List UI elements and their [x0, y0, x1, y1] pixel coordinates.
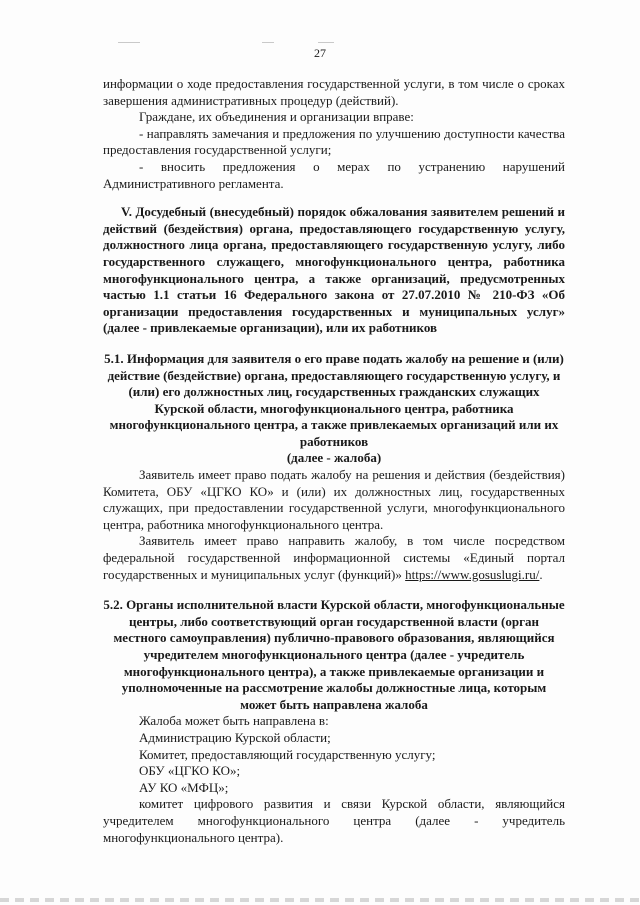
- page-number: 27: [314, 46, 326, 60]
- scan-artifact: [318, 42, 334, 43]
- scan-artifact: [118, 42, 140, 43]
- section-v-title: V. Досудебный (внесудебный) порядок обжалования заявителем решений и действий (бездействия) органа, предоставляющего государственную услугу, должностного лица органа, предоставляющего государственную услугу, либо государственного служащего, многофункционального центра, работника многофункционального центра, а также организаций, предусмотренных частью 1.1 статьи 16 Федерального закона от 27.07.2010 № 210-ФЗ «Об организации предоставления государственных и муниципальных услуг» (далее - привлекаемые организации), или их работников: [103, 204, 565, 336]
- section-5-2-line: Администрацию Курской области;: [139, 729, 331, 745]
- section-5-1-paragraph-text: Заявитель имеет право направить жалобу, в том числе посредством федеральной государственной информационной системы «Единый портал государственных и муниципальных услуг (функций)»: [103, 533, 565, 582]
- gosuslugi-link[interactable]: https://www.gosuslugi.ru/: [405, 566, 540, 582]
- section-5-2-line: Жалоба может быть направлена в:: [139, 713, 329, 729]
- intro-list-item: - вносить предложения о мерах по устранению нарушений Административного регламента.: [103, 158, 565, 191]
- section-5-1-paragraph: Заявитель имеет право подать жалобу на решения и действия (бездействия) Комитета, ОБУ «ЦГКО КО» и (или) их должностных лиц, государственных служащих, при предоставлении государственной услуги, многофункционального центра, работника многофункционального центра.: [103, 467, 565, 532]
- section-5-2-line: АУ КО «МФЦ»;: [139, 779, 229, 795]
- scan-artifact: [262, 42, 274, 43]
- section-5-2-paragraph: комитет цифрового развития и связи Курской области, являющийся учредителем многофункционального центра (далее - учредитель многофункционального центра).: [103, 796, 565, 845]
- section-5-1-paragraph-end: .: [539, 566, 543, 582]
- scan-artifact: [0, 898, 640, 902]
- section-5-2-line: ОБУ «ЦГКО КО»;: [139, 763, 241, 779]
- intro-list-item: - направлять замечания и предложения по улучшению доступности качества предоставления государственной услуги;: [103, 125, 565, 158]
- section-5-1-paragraph: [103, 533, 565, 583]
- intro-paragraph: Граждане, их объединения и организации вправе:: [139, 109, 414, 125]
- section-5-2-heading: 5.2. Органы исполнительной власти Курской области, многофункциональные центры, либо соответствующий орган государственной власти (орган местного самоуправления) публично-правового образования, являющийся учредителем многофункционального центра (далее - учредитель многофункционального центра), а также привлекаемые организации и уполномоченные на рассмотрение жалобы должностные лица, которым может быть направлена жалоба: [103, 597, 565, 712]
- document-body: [103, 76, 565, 846]
- section-5-1-heading-tail: (далее - жалоба): [286, 450, 382, 466]
- section-5-2-line: Комитет, предоставляющий государственную услугу;: [139, 746, 436, 762]
- section-5-1-heading: 5.1. Информация для заявителя о его праве подать жалобу на решение и (или) действие (бездействие) органа, предоставляющего государственную услугу, и (или) его должностных лиц, государственных гражданских служащих Курской области, многофункционального центра, работника многофункционального центра, а также привлекаемых организаций или их работников: [104, 350, 564, 449]
- intro-paragraph: информации о ходе предоставления государственной услуги, в том числе о сроках завершения административных процедур (действий).: [103, 76, 565, 108]
